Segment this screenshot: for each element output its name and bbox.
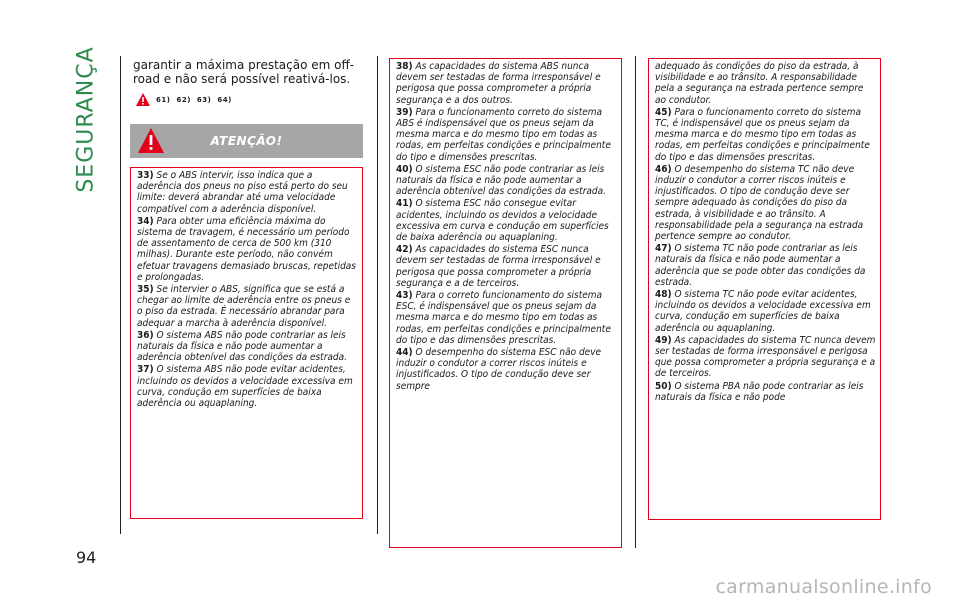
item-text: As capacidades do sistema TC nunca devem ser testadas de forma irresponsável e perigosa que possa comprometer a própria segurança e a de terceiros. <box>655 334 876 380</box>
item-number: 34) <box>137 215 154 227</box>
item-text: Para o funcionamento correto do sistema TC, é indispensável que os pneus sejam da mesma marca e do mesmo tipo em todas as rodas, em perfeitas condições e principalmente do tipo e das dimensões prescritas. <box>655 106 870 163</box>
warning-item <box>396 244 617 289</box>
item-number: 46) <box>655 163 672 175</box>
warning-item <box>137 216 358 283</box>
warning-item <box>396 164 617 198</box>
item-number: 45) <box>655 106 672 118</box>
item-number: 36) <box>137 329 154 341</box>
warning-item <box>137 170 358 215</box>
warning-banner <box>130 124 363 158</box>
section-title <box>66 45 106 193</box>
warning-item <box>655 381 876 403</box>
warning-item <box>655 107 876 163</box>
item-number: 39) <box>396 106 413 118</box>
item-text: Se intervier o ABS, significa que se está a chegar ao limite de aderência entre os pneus e o piso da estrada. É necessário abrandar para adequar a marcha à aderência disponível. <box>137 284 351 329</box>
intro-paragraph: garantir a máxima prestação em off-road e não será possível reativá-los. <box>133 58 355 86</box>
item-text: O sistema ABS não pode contrariar as leis naturais da física e não pode aumentar a aderência obtenível das condições da estrada. <box>137 329 347 364</box>
item-text: As capacidades do sistema ESC nunca devem ser testadas de forma irresponsável e perigosa que possa comprometer a própria segurança e a de terceiros. <box>396 244 601 289</box>
warning-icon <box>136 93 150 106</box>
warning-item <box>655 243 876 288</box>
page-number: 94 <box>76 548 97 567</box>
item-number: 50) <box>655 380 672 392</box>
section-title-text: SEGURANÇA <box>73 45 99 193</box>
item-text: Para o correto funcionamento do sistema ESC, é indispensável que os pneus sejam da mesma marca e do mesmo tipo em todas as rodas, em perfeitas condições e principalmente do tipo e das dimensões prescritas. <box>396 290 611 346</box>
item-text: Para obter uma eficiência máxima do sistema de travagem, é necessário um período de assentamento de cerca de 500 km (310 milhas). Durante este período, não convém efetuar travagens demasiado bruscas, repetidas e prolongadas. <box>137 215 356 283</box>
item-number: 48) <box>655 289 672 301</box>
column-divider <box>635 56 636 548</box>
warning-item <box>396 347 617 392</box>
item-number: 33) <box>137 170 154 181</box>
item-text: O sistema PBA não pode contrariar as leis naturais da física e não pode <box>655 380 864 403</box>
continued-text: adequado às condições do piso da estrada, à visibilidade e ao trânsito. A responsabilidade pela a segurança na estrada pertence sempre ao condutor. <box>655 61 864 106</box>
item-text: O sistema TC não pode contrariar as leis naturais da física e não pode aumentar a aderência que se pode obter das condições da estrada. <box>655 243 866 288</box>
item-text: O sistema TC não pode evitar acidentes, incluindo os devidos a velocidade excessiva em curva, condução em superfícies de baixa aderência ou aquaplaning. <box>655 289 871 334</box>
ref-number: 62) <box>176 95 191 104</box>
warning-item <box>655 289 876 334</box>
item-text: Para o funcionamento correto do sistema ABS é indispensável que os pneus sejam da mesma marca e do mesmo tipo em todas as rodas, em perfeitas condições e principalmente do tipo e dimensões prescritas. <box>396 106 611 163</box>
item-number: 38) <box>396 61 413 72</box>
item-number: 49) <box>655 334 672 346</box>
item-number: 41) <box>396 198 413 210</box>
warning-item <box>396 198 617 243</box>
watermark: carmanualsonline.info <box>715 576 932 598</box>
ref-number: 61) <box>156 95 171 104</box>
warning-item <box>655 335 876 380</box>
warning-item <box>396 61 617 106</box>
item-text: Se o ABS intervir, isso indica que a aderência dos pneus no piso está perto do seu limite: deverá abrandar até uma velocidade compatível com a aderência disponível. <box>137 170 348 215</box>
warning-triangle-icon <box>138 128 164 153</box>
item-number: 44) <box>396 347 413 359</box>
ref-number: 63) <box>196 95 212 104</box>
warning-box-column-2 <box>389 58 622 548</box>
item-text: O sistema ABS não pode evitar acidentes, incluindo os devidos a velocidade excessiva em curva, condução em superfícies de baixa aderência ou aquaplaning. <box>137 364 353 410</box>
item-number: 37) <box>137 364 154 376</box>
warning-item <box>137 364 358 409</box>
item-number: 47) <box>655 243 672 255</box>
warning-item <box>655 164 876 242</box>
item-text: O sistema ESC não pode contrariar as leis naturais da física e não pode aumentar a aderência obtenível das condições da estrada. <box>396 163 606 198</box>
item-text: O desempenho do sistema ESC não deve induzir o condutor a correr riscos inúteis e injustificados. O tipo de condução deve ser sempre <box>396 347 602 392</box>
item-number: 42) <box>396 244 413 256</box>
warning-references <box>136 93 232 106</box>
item-text: O sistema ESC não consegue evitar acidentes, incluindo os devidos a velocidade excessiva em curva e condução em superfícies de baixa aderência ou aquaplaning. <box>396 198 609 244</box>
item-text: O desempenho do sistema TC não deve induzir o condutor a correr riscos inúteis e injustificados. O tipo de condução deve ser sempre adequado às condições do piso da estrada, à visibilidade e ao trânsito. A responsabilidade pela a segurança na estrada pertence sempre ao condutor. <box>655 163 864 243</box>
warning-box-column-1 <box>130 167 363 519</box>
warning-heading: ATENÇÃO! <box>210 134 283 148</box>
column-divider <box>120 56 121 534</box>
item-text: As capacidades do sistema ABS nunca devem ser testadas de forma irresponsável e perigosa que possa comprometer a própria segurança e a dos outros. <box>396 61 601 106</box>
item-number: 43) <box>396 290 413 302</box>
column-divider <box>377 56 378 534</box>
item-number: 35) <box>137 284 154 296</box>
warning-item <box>137 330 358 364</box>
ref-number: 64) <box>217 95 232 104</box>
item-number: 40) <box>396 163 413 175</box>
warning-item <box>396 107 617 163</box>
warning-item <box>396 290 617 346</box>
warning-item <box>137 284 358 329</box>
warning-box-column-3 <box>648 58 881 520</box>
